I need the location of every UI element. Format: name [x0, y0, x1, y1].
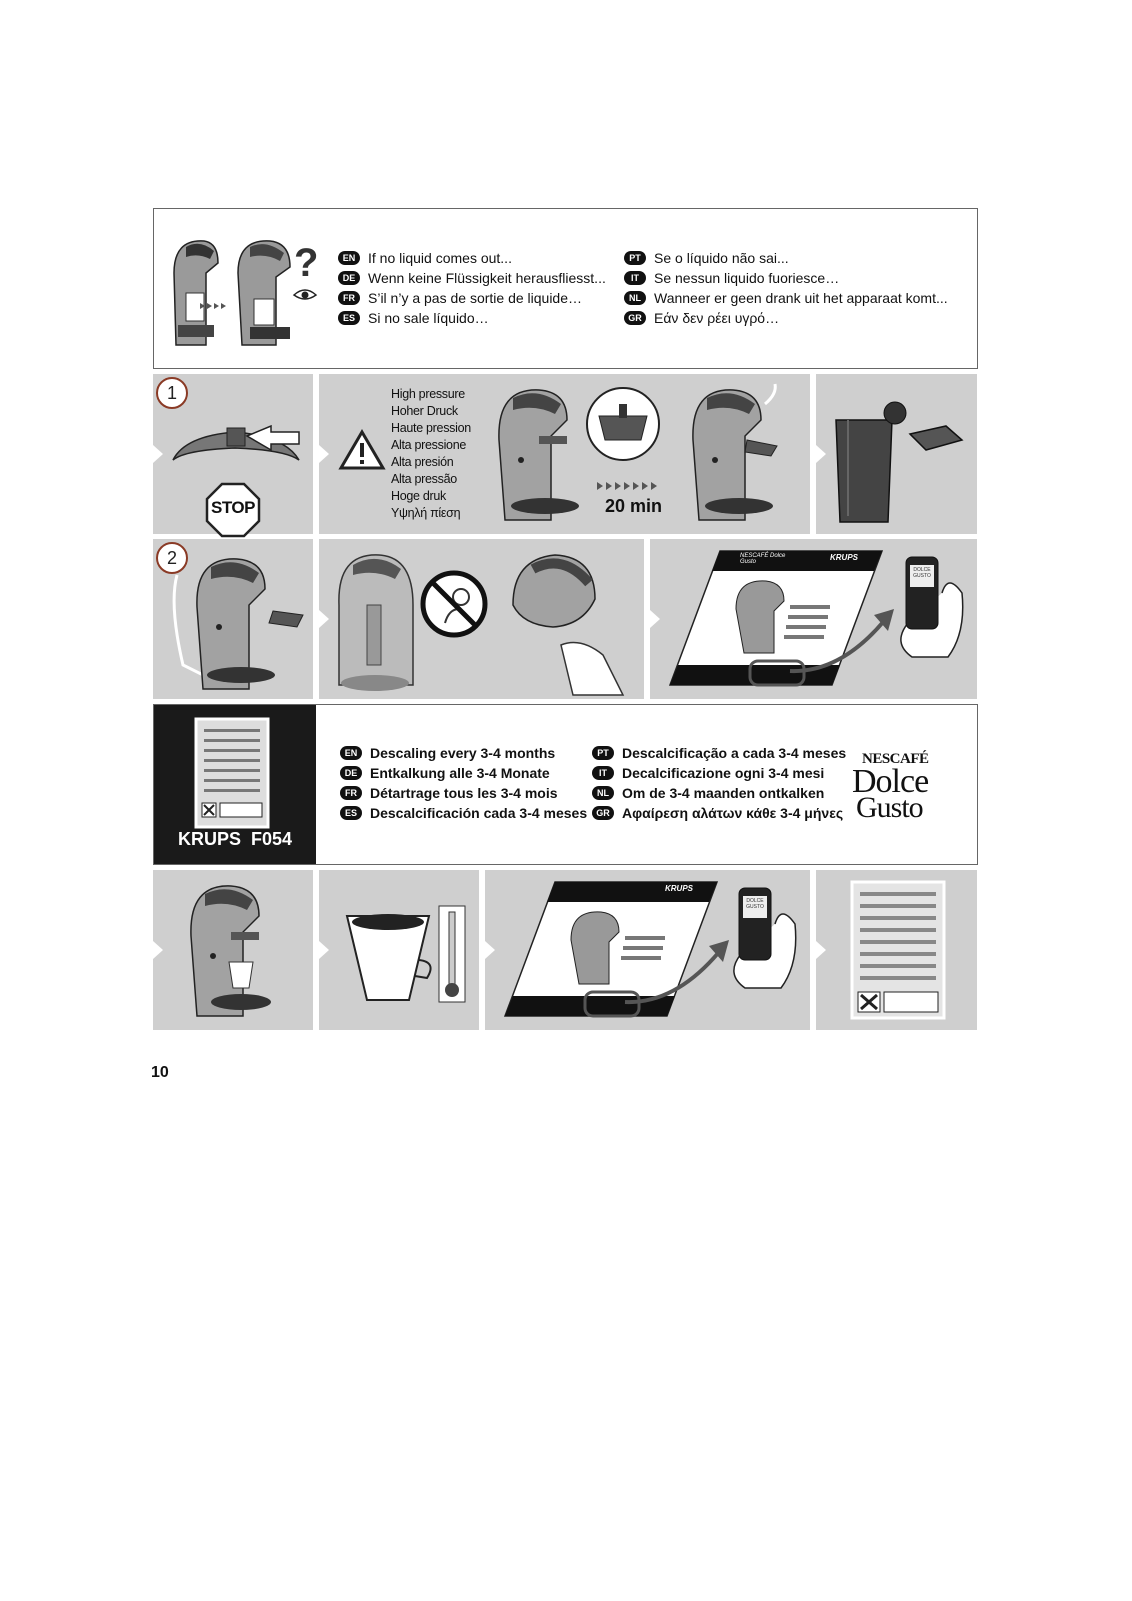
- language-item: [340, 803, 587, 823]
- step-number-1: 1: [156, 377, 188, 409]
- language-text: Αφαίρεση αλάτων κάθε 3-4 μήνες: [622, 805, 844, 821]
- machine-illustration-icon: [166, 233, 226, 353]
- language-item: [340, 783, 558, 803]
- no-children-icon: [419, 569, 489, 639]
- logo-dolce: Dolce: [852, 763, 929, 800]
- language-code-badge: GR: [624, 311, 646, 325]
- sticker-card-icon: [194, 717, 270, 829]
- machine-illustration-icon: [179, 876, 289, 1026]
- leaflet-brand-left: NESCAFÉ Dolce Gusto: [740, 553, 786, 565]
- language-item: [340, 743, 555, 763]
- language-text: Om de 3-4 maanden ontkalken: [622, 785, 825, 801]
- machine-head-illustration-icon: [503, 545, 643, 695]
- step-number-2: 2: [156, 542, 188, 574]
- pressure-label: High pressure: [391, 387, 465, 401]
- step2-panel-3: [650, 539, 977, 699]
- sticker-card-icon: [850, 880, 946, 1020]
- language-item: [338, 288, 582, 308]
- panel-arrow: [650, 610, 660, 628]
- pressure-labels: [391, 386, 471, 522]
- page-number: 10: [151, 1064, 169, 1081]
- language-text: Descalcificação a cada 3-4 meses: [622, 745, 847, 761]
- language-text: Se o líquido não sai...: [654, 250, 789, 266]
- pressure-label: Alta presión: [391, 455, 454, 469]
- language-item: [624, 268, 839, 288]
- language-text: Wanneer er geen drank uit het apparaat komt...: [654, 290, 948, 306]
- language-code-badge: IT: [592, 766, 614, 780]
- bin-icon: [834, 416, 894, 526]
- wait-time: 20 min: [605, 496, 663, 516]
- machine-back-illustration-icon: [327, 545, 427, 695]
- leaflet-brand-right: KRUPS: [830, 553, 859, 562]
- panel-arrow: [319, 941, 329, 959]
- language-code-badge: NL: [592, 786, 614, 800]
- arrow-icon: [597, 480, 667, 492]
- panel-arrow: [816, 445, 826, 463]
- question-mark: ?: [294, 241, 319, 285]
- language-code-badge: GR: [592, 806, 614, 820]
- step2-panel-2: [319, 539, 644, 699]
- panel-arrow: [153, 445, 163, 463]
- language-code-badge: EN: [340, 746, 362, 760]
- language-item: [624, 308, 779, 328]
- language-code-badge: PT: [624, 251, 646, 265]
- pressure-label: Hoher Druck: [391, 404, 458, 418]
- language-code-badge: FR: [340, 786, 362, 800]
- language-item: [592, 763, 824, 783]
- step3-panel-2: [319, 870, 479, 1030]
- step3-panel-1: [153, 870, 313, 1030]
- step1-panel-2: [319, 374, 810, 534]
- cup-icon: [343, 908, 433, 1008]
- arrow-icon: [200, 301, 230, 311]
- language-text: Εάν δεν ρέει υγρό…: [654, 310, 780, 326]
- language-item: [592, 783, 824, 803]
- language-code-badge: ES: [340, 806, 362, 820]
- language-text: Decalcificazione ogni 3-4 mesi: [622, 765, 825, 781]
- language-text: Se nessun liquido fuoriesce…: [654, 270, 840, 286]
- logo-nescafe: NESCAFÉ: [862, 751, 929, 767]
- pressure-label: Alta pressão: [391, 472, 457, 486]
- language-item: [338, 248, 512, 268]
- holder-icon: [906, 420, 966, 460]
- phone-screen-text: DOLCE GUSTO: [746, 898, 764, 910]
- leaflet-brand-right: KRUPS: [665, 884, 694, 893]
- stop-sign-text: STOP: [211, 498, 255, 517]
- language-text: Entkalkung alle 3-4 Monate: [370, 765, 550, 781]
- lever-icon: [165, 420, 305, 480]
- language-text: Descaling every 3-4 months: [370, 745, 556, 761]
- phone-screen-text: DOLCE GUSTO: [913, 567, 931, 579]
- pressure-label: Hoge druk: [391, 489, 446, 503]
- step3-panel-3: [485, 870, 810, 1030]
- pressure-label: Υψηλή πίεση: [391, 506, 461, 520]
- language-item: [624, 288, 948, 308]
- thermometer-icon: [437, 904, 467, 1004]
- language-text: Détartrage tous les 3-4 mois: [370, 785, 558, 801]
- panel-arrow: [153, 941, 163, 959]
- language-item: [338, 308, 489, 328]
- pressure-label: Alta pressione: [391, 438, 467, 452]
- language-item: [338, 268, 606, 288]
- language-code-badge: IT: [624, 271, 646, 285]
- step1-panel-1: [153, 374, 313, 534]
- step1-panel-3: [816, 374, 977, 534]
- language-text: If no liquid comes out...: [368, 250, 512, 266]
- warning-triangle-icon: [339, 430, 385, 470]
- no-liquid-section: [153, 208, 978, 369]
- language-code-badge: ES: [338, 311, 360, 325]
- language-text: Wenn keine Flüssigkeit herausfliesst...: [368, 270, 606, 286]
- panel-arrow: [816, 941, 826, 959]
- eye-icon: [292, 287, 318, 303]
- language-code-badge: PT: [592, 746, 614, 760]
- step3-panel-4: [816, 870, 977, 1030]
- language-text: S’il n’y a pas de sortie de liquide…: [368, 290, 583, 306]
- krups-panel: [154, 705, 316, 864]
- language-code-badge: NL: [624, 291, 646, 305]
- machine-illustration-icon: [681, 380, 791, 530]
- curved-arrow-icon: [780, 599, 900, 679]
- product-code: KRUPS F054: [177, 829, 293, 849]
- panel-arrow: [319, 445, 329, 463]
- language-item: [624, 248, 789, 268]
- language-text: Descalcificación cada 3-4 meses: [370, 805, 588, 821]
- step2-panel-1: [153, 539, 313, 699]
- pressure-label: Haute pression: [391, 421, 471, 435]
- language-item: [592, 803, 843, 823]
- language-item: [340, 763, 550, 783]
- machine-illustration-icon: [163, 545, 303, 695]
- logo-gusto: Gusto: [856, 791, 923, 824]
- language-code-badge: DE: [340, 766, 362, 780]
- language-code-badge: EN: [338, 251, 360, 265]
- panel-arrow: [485, 941, 495, 959]
- machine-illustration-icon: [487, 380, 587, 530]
- language-code-badge: DE: [338, 271, 360, 285]
- magnifier-detail-icon: [583, 384, 663, 464]
- language-text: Si no sale líquido…: [368, 310, 489, 326]
- language-code-badge: FR: [338, 291, 360, 305]
- language-item: [592, 743, 846, 763]
- curved-arrow-icon: [615, 930, 735, 1010]
- descaling-section: [153, 704, 978, 865]
